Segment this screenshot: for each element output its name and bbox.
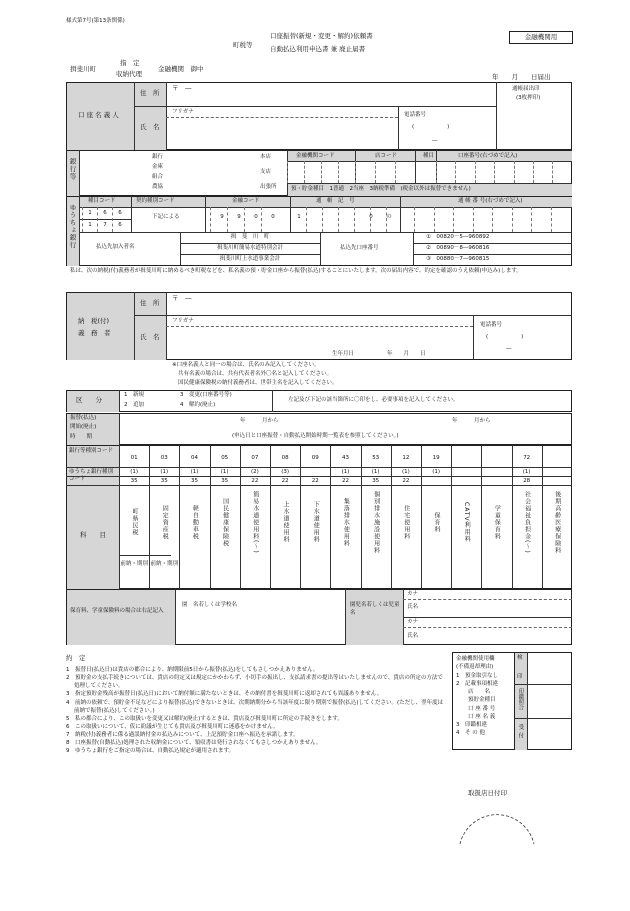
bank-use-item: 1 預金取引なし [456, 672, 498, 679]
period-from-1: 年 月から [240, 418, 279, 424]
bank-use-item: (不備返却理由) [456, 664, 494, 671]
yucho-code-cell: 35 [221, 478, 229, 484]
paren-code-cell: (1) [190, 469, 199, 475]
paren-code-cell: (1) [130, 469, 138, 475]
school-shimei-1: 氏名 [407, 604, 419, 610]
bank-use-item: 預貯金種目 [468, 697, 496, 704]
branch-type-1: 本店 [260, 154, 272, 160]
bank-code-cell: 04 [190, 455, 198, 461]
kamoku-label: 科 目 [80, 531, 106, 539]
school-label: 保育料、学童保険料の場合は右記記入 [70, 608, 164, 614]
yakujo-title: 約 定 [66, 654, 86, 662]
payee-acct-label: 払込先口座番号 [340, 245, 379, 251]
bank-use-item: 2 記載事項相違 [456, 680, 498, 687]
kamoku-item: 下水道使用料 [312, 501, 320, 543]
bank-code-cell: 08 [281, 455, 289, 461]
yucho-sign-digit: 1 [297, 214, 301, 220]
tp-note-3: 国民健康保険税の納付義務者は、世帯主名を記入してください。 [178, 380, 338, 386]
branch-code-label: 店コード [375, 153, 398, 159]
tp-furigana: フリガナ [172, 318, 194, 324]
acct-num-1: ① 00820－5―960892 [426, 234, 490, 240]
yakujo-list [66, 666, 446, 755]
yucho-contract-code: 契約種別コード [136, 198, 175, 204]
acct-num-3: ③ 00880－7―960815 [426, 256, 490, 262]
acct-num-2: ② 00890－8―960816 [426, 245, 490, 251]
ah-name-label: 氏 名 [140, 123, 160, 131]
yucho-zero: 0 [369, 214, 373, 220]
bank-type-1: 銀行 [152, 154, 164, 160]
yucho-code-cell: 35 [160, 478, 168, 484]
stamp-circle [452, 796, 542, 846]
kind-label: 種目 [423, 153, 435, 159]
branch-type-3: 出張所 [260, 184, 277, 190]
bank-code-cell: 07 [251, 455, 259, 461]
bank-use-item: 4 そ の 他 [456, 730, 485, 737]
yucho-passbook-no: 通 帳 番 号(右づめで記入) [458, 198, 523, 204]
kamoku-item: 軽自動車税 [191, 504, 199, 540]
kamoku-item: 保育料 [432, 511, 440, 533]
yucho-kind-digit: 6 [118, 222, 122, 228]
bank-code-label: 金融機関コード [296, 153, 335, 159]
bank-code-cell: 03 [160, 455, 168, 461]
yucho-code-cell: 35 [190, 478, 198, 484]
recipient-town: 揖斐川町 [70, 65, 96, 73]
kamoku-item: 個別排水施設使用料 [372, 490, 380, 554]
tp-phone-label: 電話番号 [480, 322, 503, 328]
payee-2: 揖斐川町簡易水道特別会計 [216, 245, 283, 251]
kamoku-item: 社会福祉負担金(〜) [523, 490, 531, 554]
school-ji-label: 園児名若しくは児童名 [350, 602, 400, 616]
paren-code-cell: (1) [401, 469, 410, 475]
bank-type-2: 金庫 [152, 164, 164, 170]
paren-code-cell: (1) [432, 469, 440, 475]
yakujo-item: 1 振替日(払込日)は貴店の都合により、納期限前5日から振替(払込)をしてもさしつかえありません。 [66, 667, 319, 673]
ah-furigana: フリガナ [172, 109, 194, 115]
kamoku-item: 固定資産税 [161, 504, 169, 540]
yucho-inst-digit: 9 [237, 214, 241, 220]
kamoku-item: 学童保育料 [493, 504, 501, 540]
bank-type-4: 農協 [152, 184, 164, 190]
tp-name-label: 氏 名 [140, 333, 160, 341]
bank-code-cell: 01 [130, 455, 138, 461]
bank-code-cell: 53 [372, 455, 380, 461]
yucho-inst-digit: 0 [271, 214, 275, 220]
in-label: 印 [517, 674, 523, 680]
yakujo-item: 8 口座振替(自動払込)処理された収納金について、領収書は発行されなくてもさしつかえありません。 [66, 740, 322, 747]
ah-seal-note: (3枚押印) [516, 95, 541, 101]
form-number: 様式第7号(第13条関係) [66, 18, 125, 24]
yucho-code-cell: 35 [372, 478, 380, 484]
inkan-label: 印鑑照合 [517, 688, 524, 710]
ah-postal: 〒 ― [172, 84, 192, 92]
town-tax-label: 町税等 [233, 41, 253, 49]
yucho-code-cell: 22 [341, 478, 349, 484]
bank-section-label: 銀行等 [68, 158, 77, 181]
kamoku-item: CATV利用料 [463, 501, 471, 543]
kamoku-item: 住宅使用料 [402, 504, 410, 540]
bank-use-list [456, 655, 516, 738]
period-label-1: 振替(払込) [70, 415, 97, 421]
kubun-opt-4: 4 解約(廃止) [180, 402, 216, 408]
bank-use-item: 3 印鑑相違 [456, 722, 487, 728]
kinyu-badge: 金融機関用 [509, 31, 573, 44]
bank-use-item: 口 座 番 号 [468, 705, 496, 712]
yucho-kind-digit: 1 [88, 210, 92, 216]
ken-label: 検 [517, 655, 523, 661]
yucho-code-cell: 22 [402, 478, 410, 484]
kubun-opt-1: 1 新規 [124, 392, 144, 398]
yucho-code-cell: 22 [311, 478, 319, 484]
bank-code-cell: 72 [523, 455, 531, 461]
yucho-contract-note: 下記による [152, 214, 180, 220]
yucho-inst-code: 金融コード [232, 198, 260, 204]
account-holder-label: 口 座 名 義 人 [78, 111, 119, 119]
form-title-1: 口座振替(新規・変更・解約)依頼書 [270, 32, 373, 40]
tp-note-2: 共有名義の場合は、共有代表者名外〇名と記入してください。 [178, 371, 333, 377]
yucho-inst-digit: 9 [220, 214, 224, 220]
period-from-2: 年 月から [452, 418, 491, 424]
yucho-kind-digit: 1 [88, 222, 92, 228]
ah-phone-dash: ― [432, 138, 438, 144]
ah-phone-label: 電話番号 [404, 112, 427, 118]
payee-1: 揖 斐 川 町 [230, 234, 270, 240]
kamoku-item: 国民健康保険税 [221, 497, 229, 547]
tp-address-label: 住 所 [140, 299, 160, 307]
kamoku-item: 上水道使用料 [281, 501, 289, 543]
paren-code-cell: (1) [371, 469, 380, 475]
tp-phone-paren: ( ) [486, 334, 524, 340]
yucho-no: の [386, 214, 392, 220]
yakujo-item: 3 指定預貯金残高が振替日(払込日)において納付額に満たないときは、その納付書を揖斐川町に返却されても異議ありません。 [66, 691, 383, 698]
paren-code-cell: (1) [160, 469, 169, 475]
zennou-cell: 前納・期別 [150, 561, 179, 567]
bank-code-cell: 43 [341, 455, 349, 461]
taxpayer-label-1: 納 税(付) [78, 317, 110, 325]
paren-code-cell: (3) [281, 469, 289, 475]
paren-code-cell: (1) [522, 469, 531, 475]
yakujo-item: 6 この取扱いについて、仮に紛議が生じても貴店及び揖斐川町に迷惑をかけません。 [66, 723, 279, 730]
payee-3: 揖斐川町上水道事業会計 [219, 256, 281, 262]
kubun-label: 区 分 [76, 396, 102, 404]
bank-use-item: 金融機関使用欄 [456, 656, 495, 662]
yucho-code-row-label: ゆうちょ銀行種別コード [69, 469, 114, 483]
yakujo-item: 7 納税(付)義務者に係る過誤納付金の払込みについて、上記預貯金口座へ振込を承諾します。 [66, 732, 299, 738]
school-en-label: 園 名若しくは学校名 [182, 602, 238, 608]
ah-address-label: 住 所 [140, 89, 160, 97]
school-shimei-2: 氏名 [407, 633, 419, 639]
yakujo-item: 4 前納の依頼で、預貯金不足などにより振替(払込)できないときは、次期納期分から当該年度に限り期別で振替(払込)してください。(ただし、翌年度は前納で振替(払込)してください。) [66, 699, 444, 714]
kamoku-item: 後期高齢医療保険料 [553, 490, 561, 554]
yucho-kind-digit: 6 [103, 210, 107, 216]
bank-code-cell: 09 [311, 455, 319, 461]
consent-text: 私は、次の納税(付)義務者が揖斐川町に納めるべき町税などを、私名義の預・貯金口座から振替(払込)することにいたします。次の届出内容で、約定を確認のうえ依頼(申込み)します。 [70, 268, 522, 274]
form-title-2: 自動払込利用申込書 兼 廃止届書 [270, 45, 366, 53]
yucho-code-cell: 35 [130, 478, 138, 484]
recipient-bank: 金融機関 御中 [158, 65, 204, 73]
bank-code-cell: 19 [432, 455, 440, 461]
shitei-label: 指 定 [120, 59, 140, 67]
yakujo-item: 5 私の都合により、この取扱いを変更又は解約(廃止)するときは、貴店及び揖斐川町に所定の手続きをします。 [66, 715, 343, 722]
bank-use-item: 店 名 [468, 689, 491, 695]
bank-code-cell: 12 [402, 455, 410, 461]
period-label-2: 開始(廃止) [70, 424, 97, 430]
tp-postal: 〒 ― [172, 294, 192, 302]
school-kana-1: カナ [407, 591, 419, 597]
yucho-payee-label: 払込先加入者名 [96, 244, 135, 250]
bank-use-item: 口 座 名 義 [468, 713, 496, 720]
zennou-cell: 前納・期別 [120, 561, 148, 567]
kamoku-item: 簡易水道使用料(〜) [251, 490, 259, 554]
stamp-label: 取扱店日付印 [468, 789, 507, 797]
period-section [66, 413, 572, 445]
kubun-note: 左記及び下記の該当箇所に〇印をし、必要事項を記入してください。 [288, 397, 459, 403]
yakujo-item: 9 ゆうちょ銀行をご指定の場合は、自動払込規定が適用されます。 [66, 748, 235, 755]
ah-phone-paren: ( ) [412, 124, 450, 130]
tp-phone-dash: ― [506, 346, 512, 352]
kubun-opt-2: 2 追加 [124, 402, 144, 408]
branch-type-2: 支店 [260, 169, 272, 175]
uketsuke-label: 受付 [517, 724, 524, 741]
ah-seal-label: 通帳届出印 [512, 86, 540, 92]
yucho-inst-digit: 0 [254, 214, 258, 220]
tp-note-1: ※口座名義人と同一の場合は、氏名のみ記入してください。 [172, 362, 320, 368]
yucho-code-cell: 22 [281, 478, 289, 484]
kamoku-item: 町県民税 [130, 508, 138, 536]
bank-type-3: 組合 [152, 174, 164, 180]
paren-code-cell: (1) [341, 469, 350, 475]
kamoku-item: 集落排水使用料 [342, 497, 350, 547]
paren-code-cell: (1) [220, 469, 229, 475]
yucho-kind-code: 種目コード [88, 198, 116, 204]
tp-birth: 生年月日 年 月 日 [332, 351, 426, 357]
account-no-label: 口座番号(右づめで記入) [458, 153, 518, 159]
yucho-passbook-sign: 通 帳 記 号 [316, 198, 355, 204]
submission-date: 年 月 日届出 [492, 73, 551, 81]
yucho-kind-digit: 6 [118, 210, 122, 216]
kind-note: 預・貯金種目 1普通 2当座 3納税準備 (税金以外は振替できません) [291, 186, 471, 192]
school-kana-2: カナ [407, 619, 419, 625]
yucho-code-cell: 22 [251, 478, 259, 484]
yucho-code-cell: 28 [523, 478, 531, 484]
yakujo-item: 2 預貯金の支払手続きについては、貴店の約定又は規定にかかわらず、小切手の振出し、支払請求書の提出等はいたしませんので、貴店の所定の方法で処理してください。 [66, 675, 443, 690]
taxpayer-label-2: 義 務 者 [78, 329, 111, 337]
bank-code-cell: 05 [221, 455, 229, 461]
period-note: (申込日と口座振替・自動払込開始時期一覧表を参照してください。) [232, 433, 399, 439]
bank-code-row-label-1: 銀行等種別コード [69, 448, 114, 454]
paren-code-cell: (2) [250, 469, 259, 475]
shuno-label: 収納代理 [116, 70, 142, 78]
kubun-opt-3: 3 変更(口座番号等) [180, 392, 232, 398]
period-label-3: 時 期 [70, 434, 93, 440]
yucho-section-label: ゆうちょ銀行 [68, 204, 77, 249]
yucho-kind-digit: 7 [103, 222, 107, 228]
